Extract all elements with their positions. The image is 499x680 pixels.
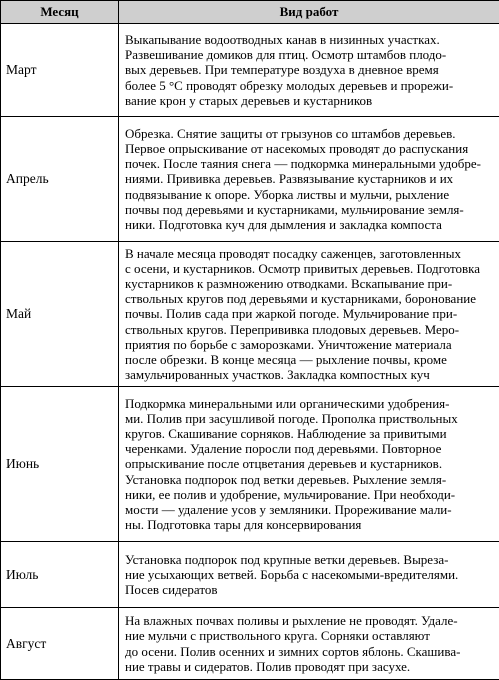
month-cell: Март	[1, 24, 119, 117]
month-cell: Июнь	[1, 387, 119, 542]
work-cell	[119, 242, 499, 387]
work-text: Обрезка. Снятие защиты от грызунов со штамбов деревьев. Первое опрыскивание от насекомых проводят до распускания почек. После таяния снега — подкормка минеральными удобре- ниями. Прививка деревьев. Развязывание кустарников и их подвязывание к опоре. Уборка листвы и мульчи, рыхление почвы под деревьями и кустарниками, мульчирование земля- ники. Подготовка куч для дымления и закладка компоста	[125, 126, 493, 232]
table-row	[1, 24, 499, 117]
table-row	[1, 242, 499, 387]
column-header-month: Месяц	[1, 1, 119, 24]
work-text: В начале месяца проводят посадку саженцев, заготовленных с осени, и кустарников. Осмотр привитых деревьев. Подготовка кустарников к размножению отводками. Вскапывание при- ствольных кругов под деревьями и кустарниками, боронование почвы. Полив сада при жаркой погоде. Мульчирование при- ствольных кругов. Перепрививка плодовых деревьев. Меро- приятия по борьбе с заморозками. Уничтожение материала после обрезки. В конце месяца — рыхление почвы, кроме замульчированных участков. Закладка компостных куч	[125, 246, 493, 383]
month-cell: Апрель	[1, 117, 119, 242]
table-header-row	[1, 1, 499, 24]
work-text: На влажных почвах поливы и рыхление не проводят. Удале- ние мульчи с приствольного круга. Сорняки оставляют до осени. Полив осенних и зимних сортов яблонь. Скашива- ние травы и сидератов. Полив проводят при засухе.	[125, 613, 493, 674]
work-text: Подкормка минеральными или органическими удобрения- ми. Полив при засушливой погоде. Прополка приствольных кругов. Скашивание сорняков. Наблюдение за привитыми черенками. Удаление поросли под деревьями. Повторное опрыскивание после отцветания деревьев и кустарников. Установка подпорок под ветки деревьев. Рыхление земля- ники, ее полив и удобрение, мульчирование. При необходи- мости — удаление усов у земляники. Прореживание мали- ны. Подготовка тары для консервирования	[125, 396, 493, 533]
work-cell	[119, 608, 499, 680]
table-row	[1, 608, 499, 680]
column-header-work: Вид работ	[119, 1, 499, 24]
work-cell	[119, 387, 499, 542]
work-text: Установка подпорок под крупные ветки деревьев. Выреза- ние усыхающих ветвей. Борьба с насекомыми-вредителями. Посев сидератов	[125, 552, 493, 598]
work-cell	[119, 24, 499, 117]
month-cell: Май	[1, 242, 119, 387]
month-cell: Июль	[1, 542, 119, 608]
table-row	[1, 387, 499, 542]
table-row	[1, 542, 499, 608]
table-row	[1, 117, 499, 242]
work-cell	[119, 117, 499, 242]
work-cell	[119, 542, 499, 608]
work-text: Выкапывание водоотводных канав в низинных участках. Развешивание домиков для птиц. Осмотр штамбов плодо- вых деревьев. При температуре воздуха в дневное время более 5 °С проводят обрезку молодых деревьев и прорежи- вание крон у старых деревьев и кустарников	[125, 32, 493, 108]
month-cell: Август	[1, 608, 119, 680]
